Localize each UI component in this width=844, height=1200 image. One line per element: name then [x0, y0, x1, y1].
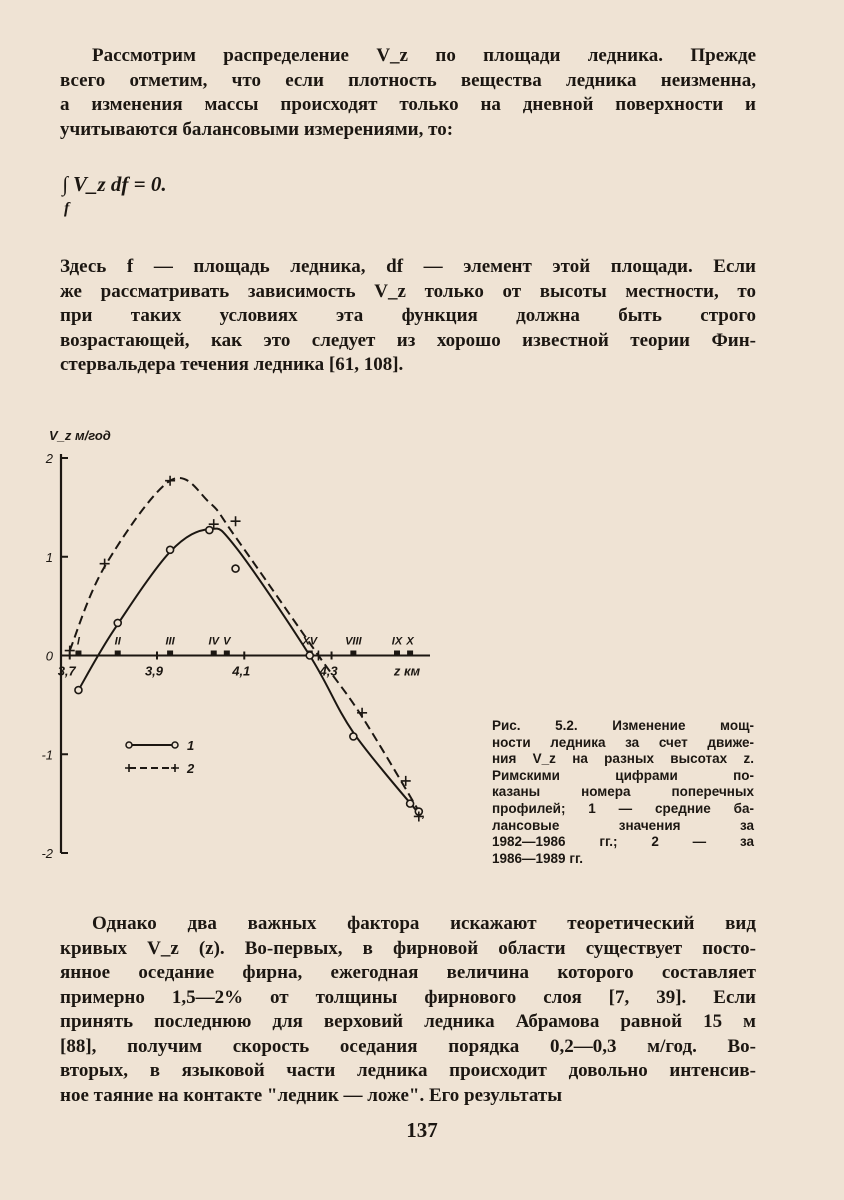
text-line: лансовые значения за — [492, 817, 754, 833]
legend-1-marker — [126, 742, 132, 748]
series-2-point — [231, 516, 241, 526]
profile-marker — [394, 651, 400, 657]
series-1-point — [75, 687, 82, 694]
x-tick-label: 4,3 — [319, 663, 338, 679]
series-2-point — [165, 476, 175, 486]
text-line: 1986—1989 гг. — [492, 850, 583, 866]
series-2-point — [357, 708, 367, 718]
series-1-point — [167, 546, 174, 553]
text-line: же рассматривать зависимость V_z только от высоты местности, то — [60, 280, 756, 302]
text-line: ное таяние на контакте "ледник — ложе". Его результаты — [60, 1084, 563, 1106]
text-line: Здесь f — площадь ледника, df — элемент этой площади. Если — [60, 256, 756, 277]
profile-marker — [211, 651, 217, 657]
profile-label: XV — [302, 635, 318, 648]
text-line: 1982—1986 гг.; 2 — за — [492, 834, 754, 850]
profile-label: IV — [208, 635, 219, 648]
chart — [25, 418, 455, 878]
profile-label: X — [406, 635, 414, 648]
formula-subscript: f — [64, 200, 70, 217]
profile-label: VIII — [345, 635, 362, 648]
text-line: Римскими цифрами по- — [492, 767, 754, 783]
y-tick-label: -2 — [41, 846, 53, 861]
y-tick-label: -1 — [41, 747, 53, 763]
text-line: возрастающей, как это следует из хорошо известной теории Фин- — [60, 329, 756, 351]
text-line: а изменения массы происходят только на дневной поверхности и — [60, 94, 756, 115]
text-line: профилей; 1 — средние ба- — [492, 800, 754, 816]
profile-label: III — [165, 635, 175, 648]
text-line: вторых, в языковой части ледника происходит довольно интенсив- — [60, 1060, 756, 1081]
text-line: при таких условиях эта функция должна быть строго — [60, 305, 756, 326]
formula — [62, 172, 167, 217]
formula-text: ∫ V_z df = 0. — [62, 172, 167, 196]
x-tick-label: 3,9 — [144, 663, 164, 679]
profile-marker — [407, 651, 413, 657]
y-tick-label: 1 — [45, 549, 53, 565]
legend-2-label: 2 — [187, 761, 195, 776]
profile-marker — [75, 651, 81, 657]
text-line: примерно 1,5—2% от толщины фирнового слоя [7, 39]. Если — [60, 986, 756, 1008]
text-line: Рис. 5.2. Изменение мощ- — [492, 718, 754, 733]
series-2-line — [70, 478, 423, 818]
series-1-point — [206, 527, 213, 534]
profile-label: I — [76, 635, 80, 648]
text-line: ности ледника за счет движе- — [492, 734, 754, 750]
paragraph-2 — [60, 255, 756, 378]
text-line: учитываются балансовыми измерениями, то: — [60, 118, 454, 140]
profile-marker — [115, 651, 121, 657]
text-line: Рассмотрим распределение V_z по площади ледника. Прежде — [92, 45, 756, 66]
x-tick-label: 4,1 — [232, 663, 251, 679]
y-axis-label: V_z м/год — [49, 428, 111, 443]
text-line: янное оседание фирна, ежегодная величина которого составляет — [60, 962, 756, 983]
page-number: 137 — [406, 1118, 438, 1142]
figure-5-2 — [25, 418, 455, 878]
figure-caption — [492, 718, 754, 867]
y-tick-label: 0 — [45, 648, 53, 664]
profile-label: II — [114, 635, 121, 648]
profile-marker — [167, 651, 173, 657]
profile-label: V — [223, 635, 231, 648]
paragraph-1 — [60, 44, 756, 142]
text-line: Однако два важных фактора искажают теоретический вид — [92, 913, 756, 934]
text-line: кривых V_z (z). Во-первых, в фирновой области существует посто- — [60, 937, 756, 959]
paragraph-3 — [60, 912, 756, 1108]
legend-2-marker — [125, 764, 133, 772]
text-line: принять последнюю для верховий ледника Абрамова равной 15 м — [60, 1011, 756, 1032]
series-1-point — [114, 619, 121, 626]
text-line: ния V_z на разных высотах z. — [492, 751, 754, 767]
series-1-point — [232, 565, 239, 572]
legend-2-marker — [171, 764, 179, 772]
profile-marker — [350, 651, 356, 657]
y-tick-label: 2 — [45, 451, 53, 466]
x-axis-label: z км — [393, 663, 421, 679]
series-2-point — [65, 646, 75, 656]
text-line: казаны номера поперечных — [492, 784, 754, 800]
profile-marker — [224, 651, 230, 657]
text-line: всего отметим, что если плотность вещества ледника неизменна, — [60, 69, 756, 91]
x-tick-label: 3,7 — [57, 663, 76, 679]
text-line: [88], получим скорость оседания порядка 0,2—0,3 м/год. Во- — [60, 1035, 756, 1057]
series-1-point — [407, 800, 414, 807]
text-line: стервальдера течения ледника [61, 108]. — [60, 354, 404, 375]
legend-1-marker — [172, 742, 178, 748]
series-1-point — [350, 733, 357, 740]
series-1-point — [306, 652, 313, 659]
legend-1-label: 1 — [187, 738, 195, 753]
profile-label: IX — [391, 635, 403, 648]
